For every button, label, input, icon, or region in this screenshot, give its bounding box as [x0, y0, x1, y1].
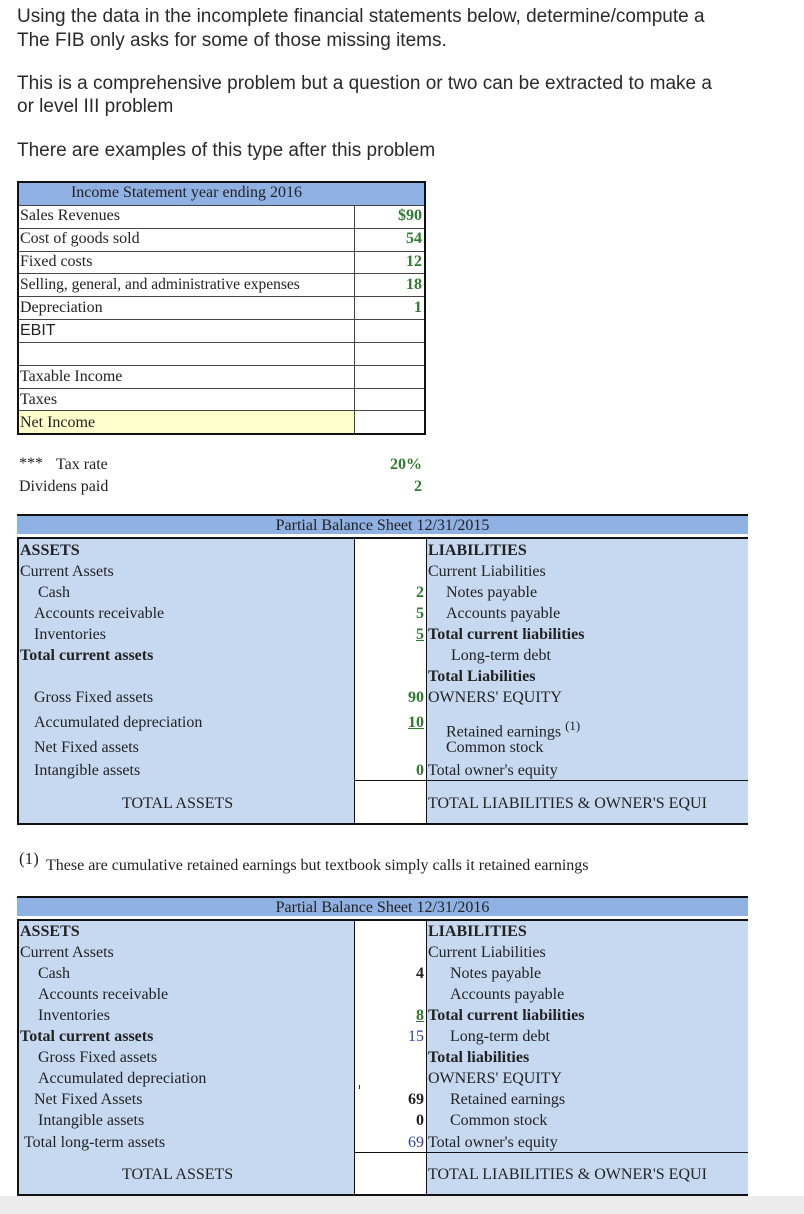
bs2016-tloe: TOTAL LIABILITIES & OWNER'S EQUI: [428, 1166, 707, 1183]
bs2016-nfa: Net Fixed Assets: [34, 1091, 143, 1108]
bs2015-tl: Total Liabilities: [428, 668, 536, 685]
income-row-value: 54: [406, 230, 422, 247]
bs2016-ltd: Long-term debt: [450, 1028, 550, 1045]
income-row-value: 18: [406, 276, 422, 293]
bs2016-current-assets: Current Assets: [20, 944, 114, 961]
bs2015-total-assets: TOTAL ASSETS: [122, 795, 234, 812]
bs2016-re-value: 69: [408, 1091, 424, 1108]
bs2015-re-label: Retained earnings: [446, 723, 562, 741]
bs2016-ar: Accounts receivable: [38, 986, 169, 1003]
bs2015-cash: Cash: [38, 584, 70, 601]
bs2016-liabilities-heading: LIABILITIES: [428, 923, 527, 940]
bs2015-nfa: Net Fixed assets: [34, 739, 139, 756]
bs2015-assets-heading: ASSETS: [20, 542, 80, 559]
bs2015-gfa: Gross Fixed assets: [34, 689, 154, 706]
income-row-value: 1: [414, 299, 422, 316]
bs2015-tca: Total current assets: [20, 647, 154, 664]
income-row-label: Fixed costs: [20, 253, 93, 270]
bs2015-toe-value: 0: [416, 762, 424, 779]
income-title: Income Statement year ending 2016: [70, 184, 303, 201]
dividends-value: 2: [414, 478, 422, 495]
bs2015-np-value: 2: [416, 584, 424, 601]
bs2015-ar: Accounts receivable: [34, 605, 165, 622]
bs2016-ltd-value: 15: [408, 1028, 424, 1045]
bs2016-tlta: Total long-term assets: [24, 1134, 166, 1151]
footnote-text: These are cumulative retained earnings but textbook simply calls it retained earnings: [46, 857, 589, 874]
bs2016-cs: Common stock: [450, 1112, 548, 1129]
bs2016-toe: Total owner's equity: [428, 1134, 558, 1151]
bs2016-ia: Intangible assets: [38, 1112, 145, 1129]
bs2015-tcl-value: 5: [416, 626, 424, 643]
bs2016-tcl-value: 8: [416, 1007, 424, 1024]
bs2016-ap: Accounts payable: [450, 986, 565, 1003]
bs2015-ltd: Long-term debt: [451, 647, 551, 664]
intro-line-4: or level III problem: [17, 96, 174, 117]
bs2015-title: Partial Balance Sheet 12/31/2015: [275, 517, 490, 534]
bs2015-ad: Accumulated depreciation: [34, 714, 203, 731]
income-row-label: Sales Revenues: [20, 207, 120, 224]
bs2015-tcl: Total current liabilities: [428, 626, 585, 643]
bs2016-value-col: [355, 919, 426, 1196]
bs2016-ad: Accumulated depreciation: [38, 1070, 207, 1087]
income-row-label: Taxable Income: [20, 368, 123, 385]
income-row-label: Depreciation: [20, 299, 103, 316]
bs2015-tloe: TOTAL LIABILITIES & OWNER'S EQUI: [428, 795, 707, 812]
bs2016-np: Notes payable: [450, 965, 542, 982]
dividends-label: Dividens paid: [19, 478, 109, 495]
bs2015-np: Notes payable: [446, 584, 538, 601]
bs2015-oe-value: 90: [408, 689, 424, 706]
bs2015-inventories: Inventories: [34, 626, 106, 643]
bs2016-tca: Total current assets: [20, 1028, 154, 1045]
bs2015-ia: Intangible assets: [34, 762, 141, 779]
bs2015-value-col: [355, 537, 426, 825]
bs2016-cs-value: 0: [416, 1112, 424, 1129]
bs2015-cs: Common stock: [446, 739, 544, 756]
bs2015-liabilities-heading: LIABILITIES: [428, 542, 527, 559]
income-row-label: Taxes: [20, 391, 58, 408]
income-row-label: Selling, general, and administrative expenses: [20, 276, 300, 293]
bs2015-re-value: 10: [408, 714, 424, 731]
bs2015-ap-value: 5: [416, 605, 424, 622]
bs2016-tick-mark: [359, 1085, 360, 1089]
footnote-mark: (1): [19, 849, 39, 868]
bs2016-np-value: 4: [416, 965, 424, 982]
bs2015-oe: OWNERS' EQUITY: [428, 689, 562, 706]
tax-rate-stars: ***: [19, 455, 43, 472]
income-row-value: $90: [398, 207, 422, 224]
bs2016-gfa: Gross Fixed assets: [38, 1049, 158, 1066]
bs2015-re-note: (1): [565, 718, 581, 733]
bs2015-ap: Accounts payable: [446, 605, 561, 622]
bs2016-inventories: Inventories: [38, 1007, 110, 1024]
income-row-label: EBIT: [20, 322, 56, 339]
bs2016-total-assets: TOTAL ASSETS: [122, 1166, 234, 1183]
income-row-label: Cost of goods sold: [20, 230, 140, 247]
bs2016-current-liabilities: Current Liabilities: [428, 944, 546, 961]
bs2016-tl: Total liabilities: [428, 1049, 530, 1066]
bs2016-re: Retained earnings: [450, 1091, 566, 1108]
bs2015-current-liabilities: Current Liabilities: [428, 563, 546, 580]
intro-line-3: This is a comprehensive problem but a question or two can be extracted to make a: [17, 73, 712, 94]
bs2015-current-assets: Current Assets: [20, 563, 114, 580]
bs2016-cash: Cash: [38, 965, 70, 982]
intro-line-2: The FIB only asks for some of those missing items.: [17, 30, 447, 51]
intro-line-1: Using the data in the incomplete financial statements below, determine/compute a: [17, 6, 705, 27]
tax-rate-label: Tax rate: [56, 456, 108, 473]
intro-line-5: There are examples of this type after this problem: [17, 140, 436, 161]
tax-rate-value: 20%: [390, 456, 422, 473]
income-row-label: Net Income: [20, 414, 96, 431]
bs2016-toe-value: 69: [408, 1134, 424, 1151]
bs2015-toe: Total owner's equity: [428, 762, 558, 779]
income-row-value: 12: [406, 253, 422, 270]
bs2016-title: Partial Balance Sheet 12/31/2016: [275, 899, 490, 916]
bs2016-assets-heading: ASSETS: [20, 923, 80, 940]
bs2016-oe: OWNERS' EQUITY: [428, 1070, 562, 1087]
bs2016-tcl: Total current liabilities: [428, 1007, 585, 1024]
bottom-bar: [0, 1196, 804, 1214]
